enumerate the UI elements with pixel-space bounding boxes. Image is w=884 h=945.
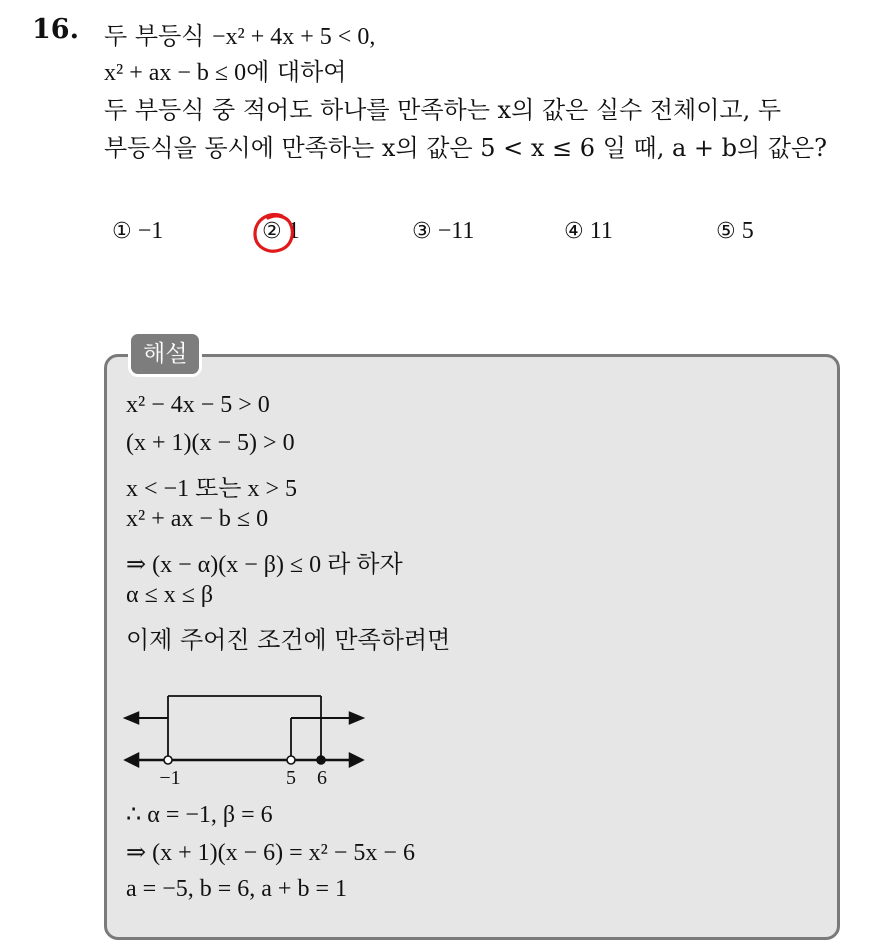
question-line-2-suffix: 에 대하여	[246, 58, 347, 86]
solution-line-6: α ≤ x ≤ β	[126, 582, 214, 608]
question-line-2	[104, 52, 346, 87]
solution-line-9: ⇒ (x + 1)(x − 6) = x² − 5x − 6	[126, 840, 415, 866]
axis-right-arrow	[350, 754, 362, 766]
choice-1[interactable]	[112, 218, 163, 245]
solution-line-1: x² − 4x − 5 > 0	[126, 392, 270, 418]
solution-line-4: x² + ax − b ≤ 0	[126, 506, 269, 532]
answer-choices	[0, 218, 884, 258]
axis-left-arrow	[126, 754, 138, 766]
choice-5[interactable]	[716, 218, 754, 245]
choice-3-value: −11	[437, 218, 475, 244]
question-line-3: 두 부등식 중 적어도 하나를 만족하는 x의 값은 실수 전체이고, 두	[104, 96, 782, 124]
choice-2-number: ②	[262, 219, 282, 244]
number-line-diagram	[118, 686, 378, 788]
choice-5-value: 5	[741, 218, 754, 244]
choice-5-number: ⑤	[716, 219, 736, 244]
choice-3-number: ③	[412, 219, 432, 244]
closed-point-6	[317, 756, 325, 764]
question-number: 16.	[32, 14, 79, 45]
choice-2-value: 1	[287, 218, 300, 244]
region-left-arrow	[126, 713, 138, 723]
inequality-2: x² + ax − b ≤ 0	[104, 60, 247, 86]
tick-label-minus-1: −1	[159, 767, 181, 788]
choice-1-number: ①	[112, 219, 132, 244]
solution-line-3: x < −1 또는 x > 5	[126, 476, 297, 502]
tick-label-6: 6	[317, 767, 327, 788]
choice-3[interactable]	[412, 218, 474, 245]
choice-4[interactable]	[564, 218, 613, 245]
choice-1-value: −1	[137, 218, 164, 244]
choice-4-value: 11	[589, 218, 613, 244]
solution-line-2: (x + 1)(x − 5) > 0	[126, 430, 295, 456]
solution-line-8: ∴ α = −1, β = 6	[126, 802, 273, 828]
solution-label: 해설	[128, 331, 202, 377]
tick-label-5: 5	[286, 767, 296, 788]
open-point-minus-1	[164, 756, 172, 764]
question-line-4: 부등식을 동시에 만족하는 x의 값은 5 < x ≤ 6 일 때, a + b의 값은?	[104, 134, 828, 162]
open-point-5	[287, 756, 295, 764]
question-line-1	[104, 16, 375, 51]
choice-4-number: ④	[564, 219, 584, 244]
solution-line-7: 이제 주어진 조건에 만족하려면	[126, 626, 451, 654]
solution-line-5: ⇒ (x − α)(x − β) ≤ 0 라 하자	[126, 552, 403, 578]
question-line-1-prefix: 두 부등식	[104, 22, 212, 50]
answer-selection-mark	[250, 209, 298, 257]
solution-line-10: a = −5, b = 6, a + b = 1	[126, 876, 347, 902]
region-right-arrow	[350, 713, 362, 723]
inequality-1: −x² + 4x + 5 < 0,	[212, 24, 376, 50]
